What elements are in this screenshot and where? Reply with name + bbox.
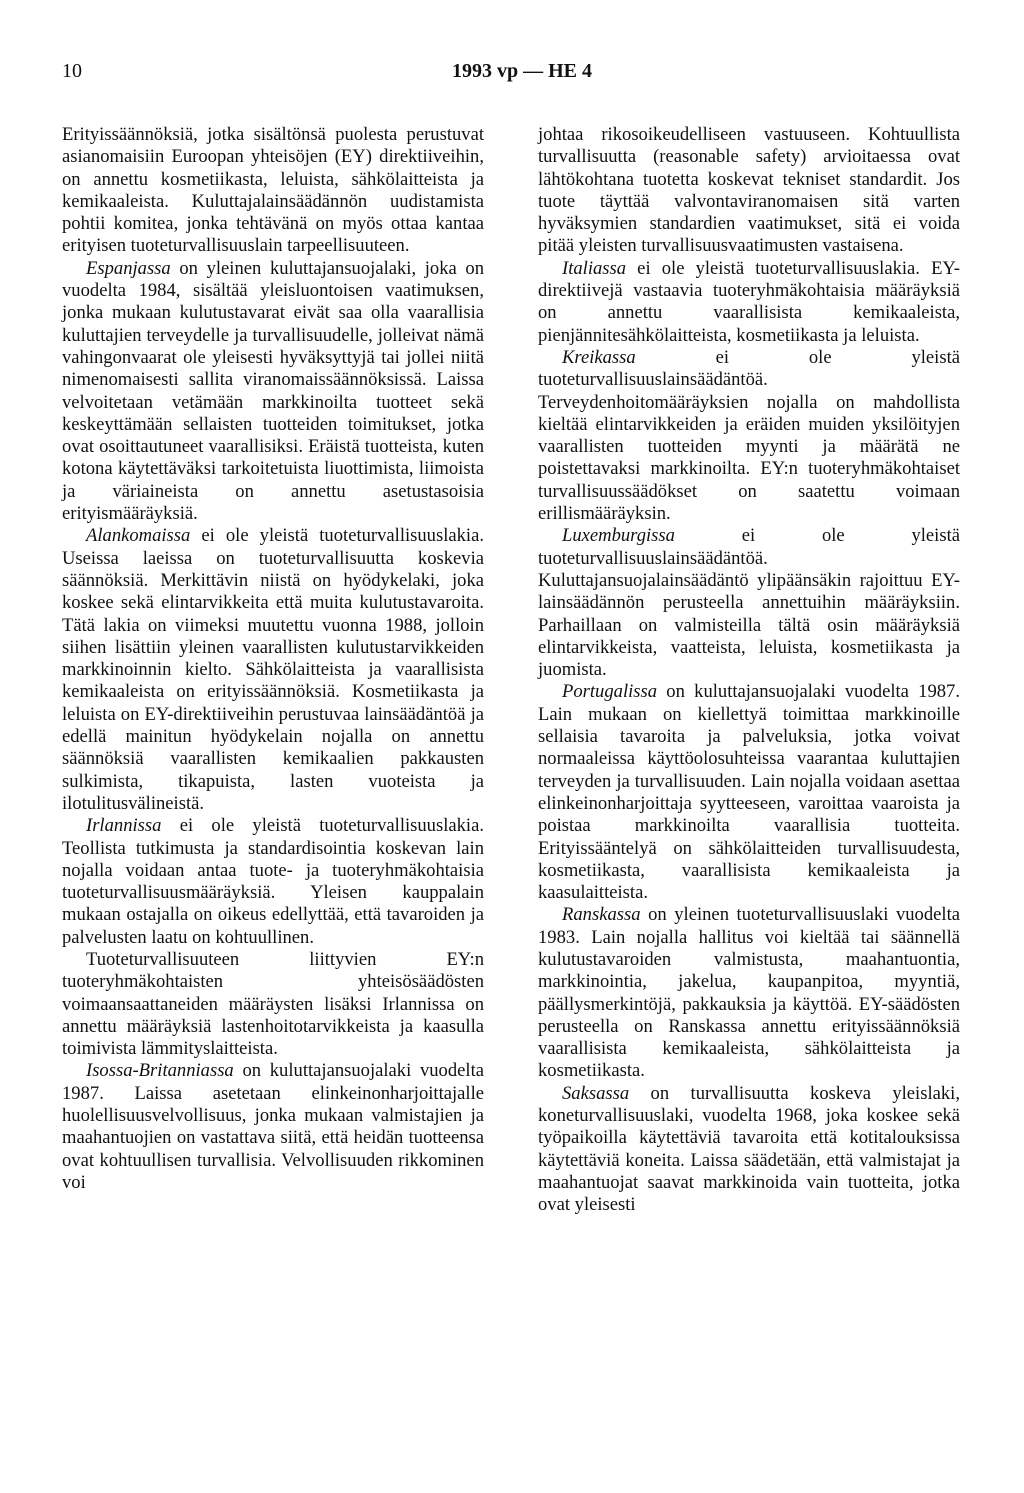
- running-title: 1993 vp — HE 4: [451, 60, 593, 82]
- paragraph-text: on yleinen tuoteturvallisuuslaki vuodelta 1983. Lain nojalla hallitus voi kieltää tai säännellä kulutustavaroiden valmistusta, maahantuontia, markkinointia, jakelua, kaupanpitoa, myyntiä, päällysmerkintöjä, pakkauksia ja käyttöä. EY-säädösten perusteella on Ranskassa annettu erityissäännöksiä vaarallisista kemikaaleista, sähkölaitteista ja kosmetiikasta.: [538, 904, 960, 1082]
- paragraph: [538, 124, 960, 258]
- left-column: [62, 124, 484, 1194]
- country-name: Ranskassa: [562, 904, 641, 926]
- paragraph-text: Erityissäännöksiä, jotka sisältönsä puolesta perustuvat asianomaisiin Euroopan yhteisöjen (EY) direktiiveihin, on annettu kosmetiikasta, leluista, sähkölaitteista ja kemikaaleista. Kuluttajalainsäädännön uudistamista pohtii komitea, jonka tehtävänä on myös ottaa kantaa erityisen tuoteturvallisuuslain tarpeellisuuteen.: [62, 124, 484, 257]
- paragraph-text: on turvallisuutta koskeva yleislaki, koneturvallisuuslaki, vuodelta 1968, joka koskee sekä työpaikoilla käytettäviä tavaroita että kotitalouksissa käytettäviä koneita. Laissa säädetään, että valmistajat ja maahantuojat saavat markkinoida vain tuotteita, jotka ovat yleisesti: [538, 1082, 960, 1216]
- page-header: [62, 60, 982, 90]
- country-name: Alankomaissa: [86, 525, 191, 547]
- paragraph-text: Tuoteturvallisuuteen liittyvien EY:n tuoteryhmäkohtaisten yhteisösäädösten voimaansaattaneiden määräysten lisäksi Irlannissa on annettu määräyksiä lastenhoitotarvikkeista ja kaasulla toimivista lämmityslaitteista.: [62, 948, 484, 1060]
- paragraph: [538, 1083, 960, 1217]
- country-name: Italiassa: [562, 257, 627, 279]
- paragraph-text: on kuluttajansuojalaki vuodelta 1987. Laissa asetetaan elinkeinonharjoittajalle huolellisuusvelvollisuus, jonka mukaan valmistajien ja maahantuojien on vastattava siitä, että heidän tuotteensa ovat kohtuullisen turvallisia. Velvollisuuden rikkominen voi: [62, 1060, 484, 1193]
- country-name: Irlannissa: [86, 815, 162, 837]
- paragraph: [538, 525, 960, 681]
- country-name: Espanjassa: [86, 257, 171, 279]
- paragraph-text: on yleinen kuluttajansuojalaki, joka on vuodelta 1984, sisältää yleisluontoisen vaatimuksen, jonka mukaan kulutustavarat eivät saa olla vaarallisia kuluttajien terveydelle ja turvallisuudelle, jolleivat nämä vahingonvaarat ole yleisesti hyväksyttyjä tai jollei niitä nimenomaisesti sallita viranomaissäännöksissä. Laissa velvoitetaan vetämään markkinoilta tuotteet sekä keskeyttämään sellaisten tuotteiden toimitukset, jotka ovat osoittautuneet vaarallisiksi. Eräistä tuotteista, kuten kotona käytettäväksi tarkoitetuista liuottimista, liimoista ja väriaineista on annettu asetustasoisia erityismääräyksiä.: [62, 257, 484, 525]
- paragraph: [62, 949, 484, 1060]
- paragraph: [62, 815, 484, 949]
- paragraph-text: ei ole yleistä tuoteturvallisuuslainsäädäntöä. Terveydenhoitomääräyksien nojalla on mahdollista kieltää elintarvikkeiden ja eräiden muiden yksilöityjen vaarallisten tuotteiden myynti ja määrätä ne poistettavaksi markkinoilta. EY:n tuoteryhmäkohtaiset turvallisuussäädökset on saatettu voimaan erillismääräyksin.: [538, 346, 960, 525]
- country-name: Luxemburgissa: [562, 525, 675, 547]
- paragraph-text: ei ole yleistä tuoteturvallisuuslakia. Teollista tutkimusta ja standardisointia koskevan lain nojalla voidaan antaa tuote- ja tuoteryhmäkohtaisia tuoteturvallisuusmääräyksiä. Yleisen kauppalain mukaan ostajalla on oikeus edellyttää, että tavaroiden ja palvelusten laatu on kohtuullinen.: [62, 815, 484, 948]
- paragraph: [62, 124, 484, 258]
- paragraph: [538, 258, 960, 347]
- country-name: Portugalissa: [562, 681, 658, 703]
- paragraph: [538, 904, 960, 1082]
- paragraph-text: johtaa rikosoikeudelliseen vastuuseen. Kohtuullista turvallisuutta (reasonable safety) arvioitaessa ovat lähtökohtana tuotetta koskevat tekniset standardit. Jos tuote täyttää valvontaviranomaisen sitä varten hyväksymien standardien vaatimukset, sitä ei voida pitää yleisten turvallisuusvaatimusten vastaisena.: [538, 124, 960, 257]
- paragraph: [538, 347, 960, 525]
- paragraph-text: on kuluttajansuojalaki vuodelta 1987. Lain mukaan on kiellettyä toimittaa markkinoille sellaisia tavaroita ja palveluksia, jotka voivat normaaleissa käyttöolosuhteissa vaarantaa kuluttajien terveyden ja turvallisuuden. Lain nojalla voidaan asettaa elinkeinonharjoittaja syytteeseen, varoittaa vaaroista ja poistaa markkinoilta vaarallisia tuotteita. Erityissääntelyä on sähkölaitteiden turvallisuudesta, kosmetiikasta, vaarallisista kemikaaleista ja kaasulaitteista.: [538, 681, 960, 904]
- paragraph: [62, 525, 484, 815]
- paragraph: [62, 258, 484, 526]
- country-name: Isossa-Britanniassa: [86, 1060, 234, 1082]
- paragraph-text: ei ole yleistä tuoteturvallisuuslakia. EY-direktiivejä vastaavia tuoteryhmäkohtaisia määräyksiä on annettu vaarallisista kemikaaleista, pienjännitesähkölaitteista, kosmetiikasta ja leluista.: [538, 257, 960, 346]
- paragraph: [538, 681, 960, 904]
- page-number: 10: [62, 60, 82, 82]
- paragraph: [62, 1060, 484, 1194]
- right-column: [538, 124, 960, 1217]
- paragraph-text: ei ole yleistä tuoteturvallisuuslainsäädäntöä. Kuluttajansuojalainsäädäntö ylipäänsäkin rajoittuu EY-lainsäädännön perusteella annettuihin määräyksiin. Parhaillaan on valmisteilla tältä osin määräyksiä elintarvikkeista, vaatteista, leluista, kosmetiikasta ja juomista.: [538, 525, 960, 681]
- country-name: Saksassa: [562, 1082, 630, 1104]
- paragraph-text: ei ole yleistä tuoteturvallisuuslakia. Useissa laeissa on tuoteturvallisuutta koskevia säännöksiä. Merkittävin niistä on hyödykelaki, joka koskee sekä elintarvikkeita että muita kulutustavaroita. Tätä lakia on viimeksi muutettu vuonna 1988, jolloin siihen lisättiin yleinen vaarallisten kulutustarvikkeiden markkinoinnin kielto. Sähkölaitteista ja vaarallisista kemikaaleista on erityissäännöksiä. Kosmetiikasta ja leluista on EY-direktiiveihin perustuvaa lainsäädäntöä ja edellä mainitun hyödykelain nojalla on annettu säännöksiä vaarallisten kemikaalien pakkausten sulkimista, tikapuista, lasten vuoteista ja ilotulitusvälineistä.: [62, 525, 484, 814]
- country-name: Kreikassa: [562, 346, 636, 368]
